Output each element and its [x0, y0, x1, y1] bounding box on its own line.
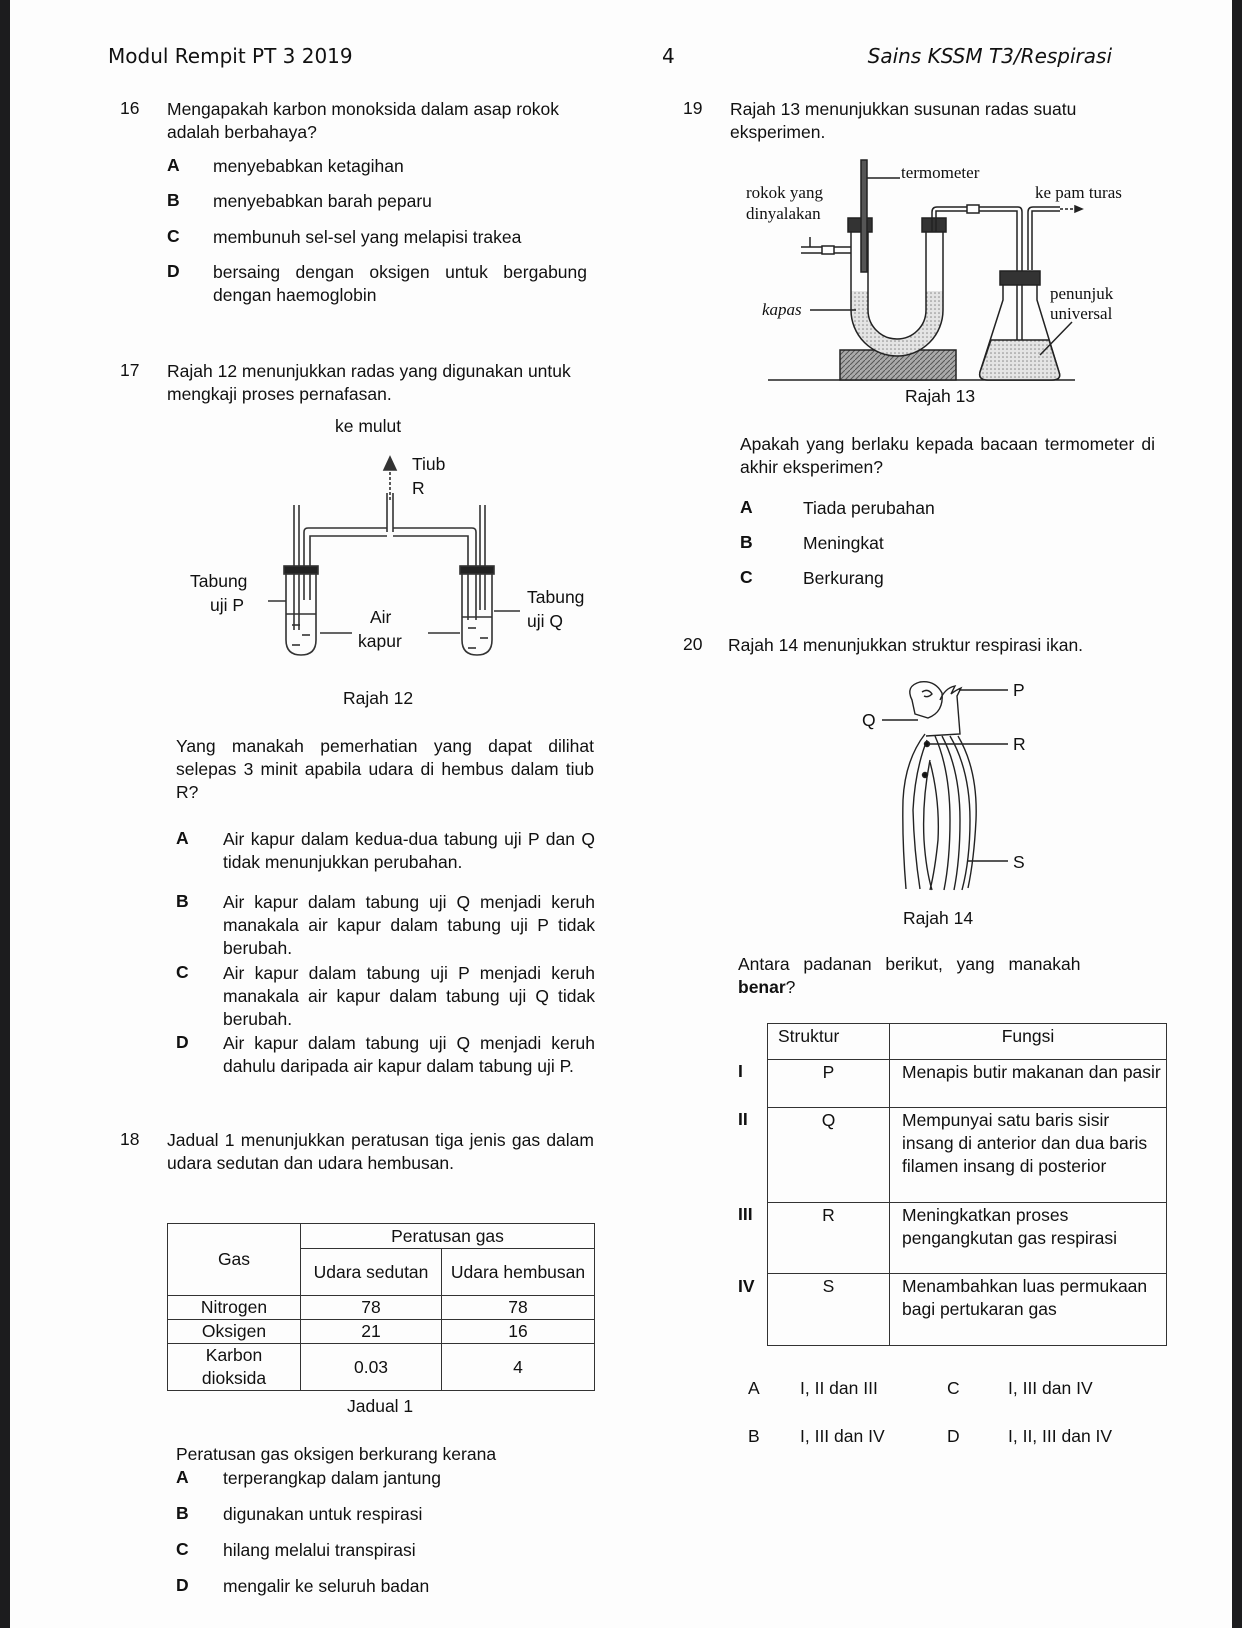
q20-question-mark: ?: [785, 977, 796, 997]
header-subject: Sains KSSM T3/Respirasi: [867, 44, 1112, 68]
table-header-inhaled: Udara sedutan: [301, 1249, 442, 1296]
q16-option-b-label[interactable]: B: [167, 190, 180, 210]
q17-number: 17: [120, 360, 140, 380]
rajah13-label-rokok-1: rokok yang: [746, 183, 823, 202]
table-row: [168, 1296, 595, 1320]
table-header-fungsi: Fungsi: [890, 1024, 1167, 1060]
q20-option-c-label[interactable]: C: [947, 1378, 960, 1398]
cell-exhaled: 16: [442, 1320, 595, 1344]
rajah13-label-universal: universal: [1050, 304, 1113, 323]
roman-i: I: [738, 1061, 743, 1081]
q18-question: Peratusan gas oksigen berkurang kerana: [176, 1444, 497, 1464]
jadual1-caption: Jadual 1: [347, 1396, 414, 1416]
q16-option-b-text[interactable]: menyebabkan barah peparu: [213, 191, 432, 211]
q19-option-a-label[interactable]: A: [740, 497, 753, 517]
rajah13-label-kapas: kapas: [762, 300, 802, 319]
table-row: [768, 1060, 1167, 1108]
cell-exhaled: 4: [442, 1344, 595, 1391]
cell-inhaled: 0.03: [301, 1344, 442, 1391]
table-header-struktur: Struktur: [768, 1024, 890, 1060]
q19-stem: Rajah 13 menunjukkan susunan radas suatu eksperimen.: [730, 99, 1077, 142]
q20-question-line: Antara padanan berikut, yang manakah: [738, 954, 1081, 974]
rajah12-label-ke-mulut: ke mulut: [335, 416, 402, 436]
rajah12-label-tabung-q-2: uji Q: [527, 611, 563, 631]
rajah13-label-termometer: termometer: [901, 163, 980, 182]
q20-stem: Rajah 14 menunjukkan struktur respirasi ikan.: [728, 635, 1084, 655]
cell-structure: S: [768, 1274, 890, 1346]
table-row: [768, 1274, 1167, 1346]
rajah13-caption: Rajah 13: [905, 386, 976, 406]
table-row: [768, 1203, 1167, 1274]
rajah12-label-r: R: [412, 478, 425, 498]
rajah14-label-p: P: [1013, 680, 1025, 700]
q19-option-c-text[interactable]: Berkurang: [803, 568, 884, 588]
q20-question-bold: benar: [738, 977, 786, 997]
q18-option-a-text[interactable]: terperangkap dalam jantung: [223, 1468, 441, 1488]
cell-function: Menambahkan luas permukaan bagi pertukaran gas: [890, 1274, 1167, 1346]
q20-option-d-label[interactable]: D: [947, 1426, 960, 1446]
q18-option-c-label[interactable]: C: [176, 1539, 189, 1559]
q17-option-a-label[interactable]: A: [176, 828, 189, 848]
cell-function: Mempunyai satu baris sisir insang di anterior dan dua baris filamen insang di posterior: [890, 1108, 1167, 1203]
q16-option-c-label[interactable]: C: [167, 226, 180, 246]
table-header-peratusan: Peratusan gas: [301, 1224, 595, 1249]
gas-percentage-table: [167, 1223, 595, 1391]
q16-option-a-text[interactable]: menyebabkan ketagihan: [213, 156, 404, 176]
q18-option-b-label[interactable]: B: [176, 1503, 189, 1523]
q18-stem: Jadual 1 menunjukkan peratusan tiga jenis gas dalam udara sedutan dan udara hembusan.: [167, 1130, 594, 1173]
q19-option-b-text[interactable]: Meningkat: [803, 533, 884, 553]
rajah12-label-tabung-p-1: Tabung: [190, 571, 248, 591]
q20-question: [738, 953, 1154, 999]
q16-number: 16: [120, 98, 140, 118]
q18-option-c-text[interactable]: hilang melalui transpirasi: [223, 1540, 416, 1560]
cell-structure: P: [768, 1060, 890, 1108]
structure-function-table: [767, 1023, 1167, 1346]
cell-structure: Q: [768, 1108, 890, 1203]
q18-option-b-text[interactable]: digunakan untuk respirasi: [223, 1504, 423, 1524]
cell-inhaled: 78: [301, 1296, 442, 1320]
page-number: 4: [662, 44, 675, 68]
q17-stem: Rajah 12 menunjukkan radas yang digunakan untuk mengkaji proses pernafasan.: [167, 361, 571, 404]
q16-option-d-text[interactable]: bersaing dengan oksigen untuk bergabung dengan haemoglobin: [213, 262, 587, 305]
rajah12-caption: Rajah 12: [343, 688, 414, 708]
rajah12-label-kapur: kapur: [358, 631, 402, 651]
q19-option-a-text[interactable]: Tiada perubahan: [803, 498, 935, 518]
q19-option-b-label[interactable]: B: [740, 532, 753, 552]
q17-option-c-label[interactable]: C: [176, 962, 189, 982]
q16-option-a-label[interactable]: A: [167, 155, 180, 175]
table-row: [168, 1344, 595, 1391]
cell-function: Meningkatkan proses pengangkutan gas respirasi: [890, 1203, 1167, 1274]
roman-ii: II: [738, 1109, 748, 1129]
table-header-exhaled: Udara hembusan: [442, 1249, 595, 1296]
q19-number: 19: [683, 98, 703, 118]
rajah12-label-tiub: Tiub: [412, 454, 446, 474]
rajah14-label-q: Q: [862, 710, 876, 730]
cell-function: Menapis butir makanan dan pasir: [890, 1060, 1167, 1108]
rajah12-label-tabung-q-1: Tabung: [527, 587, 585, 607]
q18-option-a-label[interactable]: A: [176, 1467, 189, 1487]
rajah13-label-rokok-2: dinyalakan: [746, 204, 821, 223]
cell-structure: R: [768, 1203, 890, 1274]
cell-gas: Nitrogen: [168, 1296, 301, 1320]
rajah12-label-tabung-p-2: uji P: [210, 595, 245, 615]
q20-number: 20: [683, 634, 703, 654]
q18-option-d-label[interactable]: D: [176, 1575, 189, 1595]
q16-option-d-label[interactable]: D: [167, 261, 180, 281]
header-module-title: Modul Rempit PT 3 2019: [108, 44, 353, 68]
q17-option-b-text[interactable]: Air kapur dalam tabung uji Q menjadi keruh manakala air kapur dalam tabung uji P tidak berubah.: [223, 892, 595, 958]
table-header-gas: Gas: [168, 1224, 301, 1296]
rajah14-caption: Rajah 14: [903, 908, 974, 928]
rajah13-label-penunjuk: penunjuk: [1050, 284, 1114, 303]
q17-option-d-text[interactable]: Air kapur dalam tabung uji Q menjadi keruh dahulu daripada air kapur dalam tabung uji P.: [223, 1033, 595, 1076]
roman-iv: IV: [738, 1276, 755, 1296]
q17-question: Yang manakah pemerhatian yang dapat dilihat selepas 3 minit apabila udara di hembus dalam tiub R?: [176, 736, 594, 802]
q18-number: 18: [120, 1129, 140, 1149]
rajah13-label-ke-pam-turas: ke pam turas: [1035, 183, 1122, 202]
q20-option-b-label[interactable]: B: [748, 1426, 760, 1446]
q17-option-c-text[interactable]: Air kapur dalam tabung uji P menjadi keruh manakala air kapur dalam tabung uji Q tidak berubah.: [223, 963, 595, 1029]
cell-gas: Karbon dioksida: [168, 1344, 301, 1391]
cell-inhaled: 21: [301, 1320, 442, 1344]
cell-gas: Oksigen: [168, 1320, 301, 1344]
rajah14-label-r: R: [1013, 734, 1026, 754]
q20-option-d-text[interactable]: I, II, III dan IV: [1008, 1426, 1113, 1446]
q17-option-a-text[interactable]: Air kapur dalam kedua-dua tabung uji P dan Q tidak menunjukkan perubahan.: [223, 829, 595, 872]
q17-option-b-label[interactable]: B: [176, 891, 189, 911]
roman-iii: III: [738, 1204, 753, 1224]
q16-stem: Mengapakah karbon monoksida dalam asap rokok adalah berbahaya?: [167, 99, 560, 142]
rajah14-label-s: S: [1013, 852, 1025, 872]
q16-option-c-text[interactable]: membunuh sel-sel yang melapisi trakea: [213, 227, 522, 247]
table-row: [768, 1108, 1167, 1203]
q20-option-a-text[interactable]: I, II dan III: [800, 1378, 878, 1398]
q20-option-a-label[interactable]: A: [748, 1378, 760, 1398]
table-row: [168, 1320, 595, 1344]
q17-option-d-label[interactable]: D: [176, 1032, 189, 1052]
q19-question: Apakah yang berlaku kepada bacaan termometer di akhir eksperimen?: [740, 434, 1155, 477]
q18-option-d-text[interactable]: mengalir ke seluruh badan: [223, 1576, 430, 1596]
rajah14-fish-gill-diagram: [10, 0, 1232, 920]
document-page: [10, 0, 1232, 1628]
rajah12-label-air: Air: [370, 607, 392, 627]
q20-option-b-text[interactable]: I, III dan IV: [800, 1426, 885, 1446]
cell-exhaled: 78: [442, 1296, 595, 1320]
q19-option-c-label[interactable]: C: [740, 567, 753, 587]
q20-option-c-text[interactable]: I, III dan IV: [1008, 1378, 1093, 1398]
